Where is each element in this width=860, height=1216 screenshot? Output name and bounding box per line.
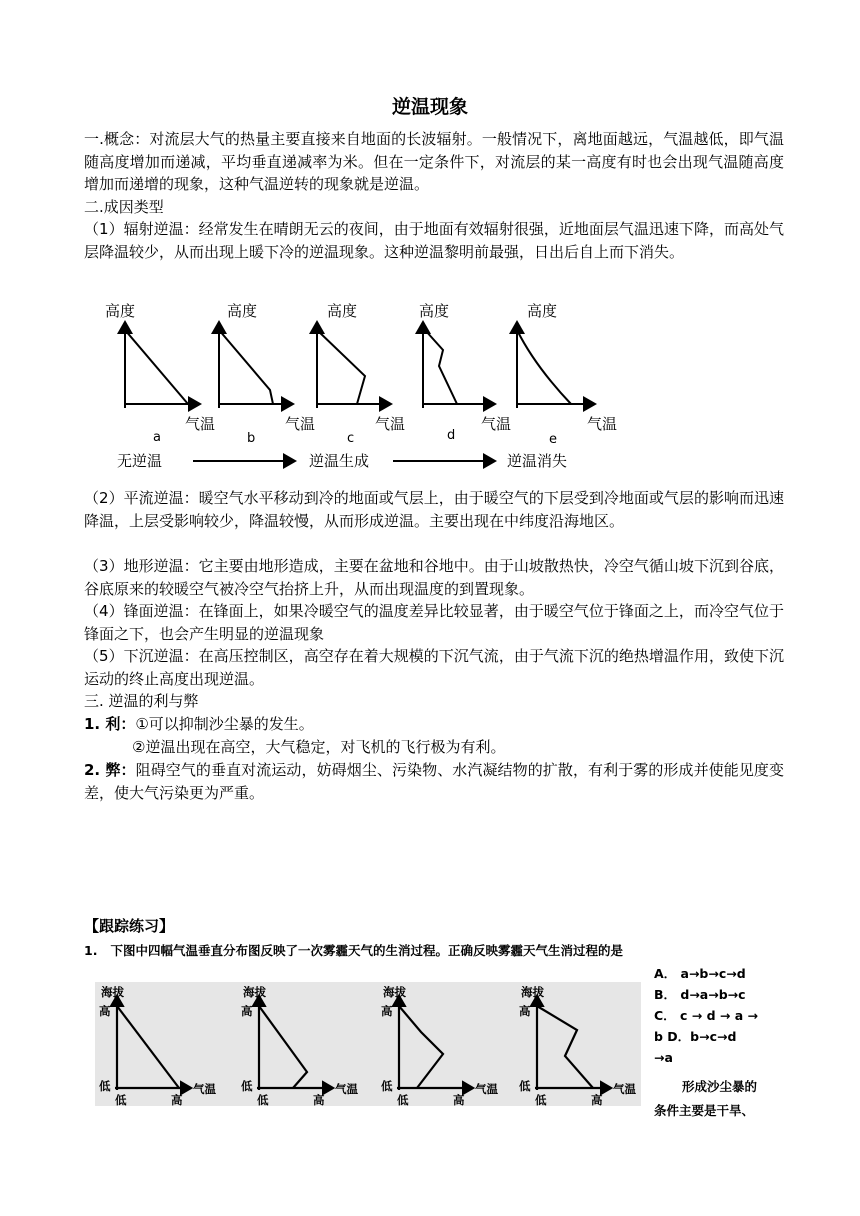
panel-b-tag: b — [247, 431, 256, 446]
type-terrain: （3）地形逆温：它主要由地形造成，主要在盆地和谷地中。由于山坡散热快，冷空气循山坡下沉到谷底，谷底原来的较暖空气被冷空气抬挤上升，从而出现温度的到置现象。 — [84, 557, 784, 598]
q1-chart-2-y-low: 低 — [241, 1079, 253, 1093]
panel-b-ylabel: 高度 — [227, 302, 258, 320]
panel-d-ylabel: 高度 — [419, 302, 450, 320]
q1-chart-3-ylabel: 海拔 — [383, 985, 406, 999]
q2-line-1: 形成沙尘暴的 — [682, 1079, 758, 1094]
panel-a-axes — [125, 322, 200, 408]
q1-chart-1-x-high: 高 — [171, 1093, 183, 1106]
q1-chart-1-xlabel: 气温 — [193, 1082, 216, 1096]
panel-d-xlabel: 气温 — [481, 415, 512, 433]
panel-e-ylabel: 高度 — [527, 302, 558, 320]
q1-chart-1-ylabel: 海拔 — [101, 985, 124, 999]
concept-paragraph: 一.概念：对流层大气的热量主要直接来自地面的长波辐射。一般情况下，离地面越远，气温越低，即气温随高度增加而递减，平均垂直递减率为米。但在一定条件下，对流层的某一高度有时也会出现气温随高度增加而递增的现象，这种气温逆转的现象就是逆温。 — [84, 130, 784, 193]
type-frontal: （4）锋面逆温：在锋面上，如果冷暖空气的温度差异比较显著，由于暖空气位于锋面之上，而冷空气位于锋面之下，也会产生明显的逆温现象 — [84, 602, 784, 643]
q1-chart-2-xlabel: 气温 — [335, 1082, 358, 1096]
cons-label: 2. 弊： — [84, 761, 136, 779]
q1-chart-1-x-low: 低 — [115, 1093, 127, 1106]
q1-chart-4-ylabel: 海拔 — [521, 985, 544, 999]
question1-options — [654, 963, 784, 1068]
cons-paragraph — [84, 759, 784, 804]
pros-item-2: ②逆温出现在高空，大气稳定，对飞机的飞行极为有利。 — [132, 738, 506, 756]
panel-b-xlabel: 气温 — [285, 415, 316, 433]
q1-chart-3-y-low: 低 — [381, 1079, 393, 1093]
option-d[interactable]: b D．b→c→d — [654, 1029, 737, 1044]
panel-e-tag: e — [549, 432, 557, 447]
q1-chart-3-xlabel: 气温 — [475, 1082, 498, 1096]
q2-line-2: 条件主要是干旱、 — [654, 1103, 755, 1118]
panel-b-curve — [219, 330, 273, 404]
q1-chart-2-x-high: 高 — [313, 1093, 325, 1106]
q1-chart-4-y-low: 低 — [519, 1079, 531, 1093]
question2-fragment — [654, 1075, 784, 1123]
stage-inversion-dissipating: 逆温消失 — [507, 452, 568, 470]
panel-a-tag: a — [153, 430, 161, 445]
panel-a-ylabel: 高度 — [105, 302, 136, 320]
stage-inversion-forming: 逆温生成 — [309, 452, 370, 470]
panel-c-tag: c — [347, 431, 355, 446]
inversion-process-figure — [95, 296, 635, 476]
q1-chart-2-ylabel: 海拔 — [243, 985, 266, 999]
q1-chart-4-x-low: 低 — [535, 1093, 547, 1106]
q1-chart-3-x-high: 高 — [453, 1093, 465, 1106]
panel-c-ylabel: 高度 — [327, 302, 358, 320]
question1-charts — [95, 982, 641, 1106]
practice-heading: 【跟踪练习】 — [84, 917, 175, 935]
q1-chart-3-y-high: 高 — [381, 1004, 393, 1018]
panel-c-xlabel: 气温 — [375, 415, 406, 433]
option-b[interactable]: B． d→a→b→c — [654, 987, 746, 1002]
panel-a-curve — [125, 330, 188, 404]
pros-label: 1. 利： — [84, 715, 136, 733]
panel-d-tag: d — [447, 428, 456, 443]
option-a[interactable]: A． a→b→c→d — [654, 966, 746, 981]
option-c[interactable]: C． c → d → a → — [654, 1008, 758, 1023]
q1-chart-4-xlabel: 气温 — [613, 1082, 636, 1096]
panel-e-xlabel: 气温 — [587, 415, 618, 433]
pros-cons-heading: 三. 逆温的利与弊 — [84, 692, 199, 710]
types-heading: 二.成因类型 — [84, 198, 164, 216]
pros-item-1: ①可以抑制沙尘暴的发生。 — [135, 715, 314, 733]
q1-chart-1-y-low: 低 — [99, 1079, 111, 1093]
page-title: 逆温现象 — [391, 96, 468, 118]
type-subsidence: （5）下沉逆温：在高压控制区，高空存在着大规模的下沉气流，由于气流下沉的绝热增温作用，致使下沉运动的终止高度出现逆温。 — [84, 647, 784, 688]
question1-number: 1. — [84, 943, 98, 958]
q1-chart-2-x-low: 低 — [257, 1093, 269, 1106]
q1-chart-4-x-high: 高 — [591, 1093, 603, 1106]
panel-a-xlabel: 气温 — [185, 415, 216, 433]
question1-stem — [84, 941, 784, 959]
panel-c-curve — [317, 330, 365, 404]
q1-chart-4-y-high: 高 — [519, 1004, 531, 1018]
question1-text: 下图中四幅气温垂直分布图反映了一次雾霾天气的生消过程。正确反映雾霾天气生消过程的是 — [110, 943, 624, 958]
q1-chart-1-y-high: 高 — [99, 1004, 111, 1018]
stage-no-inversion: 无逆温 — [117, 452, 163, 470]
cons-text: 阻碍空气的垂直对流运动，妨碍烟尘、污染物、水汽凝结物的扩散，有利于雾的形成并使能见度变差，使大气污染更为严重。 — [84, 761, 784, 802]
type-advection: （2）平流逆温：暖空气水平移动到冷的地面或气层上，由于暖空气的下层受到冷地面或气层的影响而迅速降温，上层受影响较少，降温较慢，从而形成逆温。主要出现在中纬度沿海地区。 — [84, 489, 784, 530]
q1-chart-3-x-low: 低 — [397, 1093, 409, 1106]
option-d-cont: →a — [654, 1050, 673, 1065]
type-radiation: （1）辐射逆温：经常发生在晴朗无云的夜间，由于地面有效辐射很强，近地面层气温迅速下降，而高处气层降温较少，从而出现上暖下冷的逆温现象。这种逆温黎明前最强，日出后自上而下消失。 — [84, 220, 784, 261]
panel-d-curve — [425, 330, 457, 404]
q1-chart-2-y-high: 高 — [241, 1004, 253, 1018]
panel-e-curve — [517, 330, 571, 404]
pros-line-1 — [84, 713, 784, 736]
